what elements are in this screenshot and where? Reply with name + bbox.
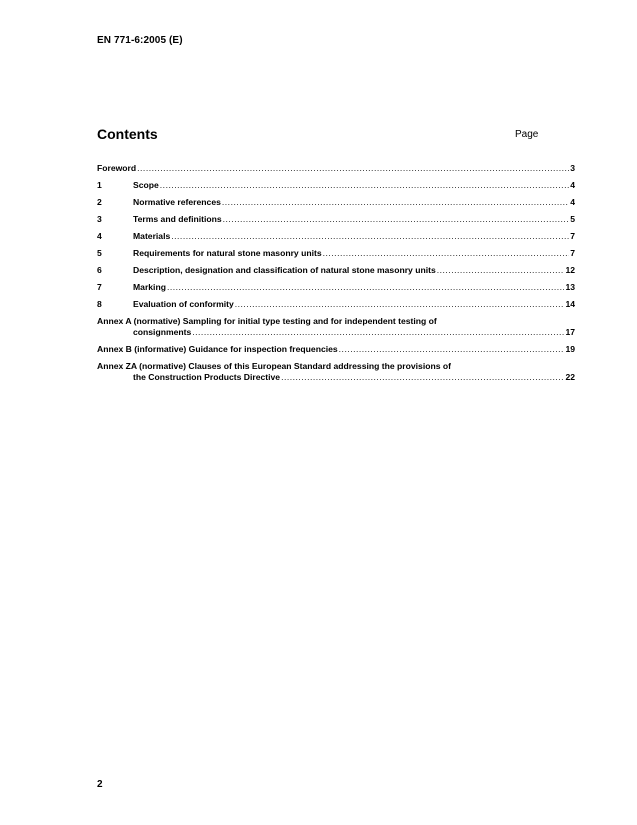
- page-column-label: Page: [515, 129, 539, 140]
- toc-entry-number: 5: [97, 248, 102, 258]
- toc-entry-evaluation-of-conformity[interactable]: [97, 299, 575, 310]
- toc-entry-page: 7: [570, 231, 575, 241]
- table-of-contents: [97, 163, 575, 389]
- toc-entry-text-continuation: the Construction Products Directive: [133, 372, 281, 382]
- toc-entry-description-designation[interactable]: [97, 265, 575, 276]
- dot-leader: [171, 231, 569, 242]
- toc-entry-text: Terms and definitions: [133, 214, 222, 224]
- toc-entry-materials[interactable]: [97, 231, 575, 242]
- toc-entry-marking[interactable]: [97, 282, 575, 293]
- toc-entry-number: 7: [97, 282, 102, 292]
- toc-entry-page: 13: [565, 282, 575, 292]
- dot-leader: [160, 180, 569, 191]
- toc-entry-text: Normative references: [133, 197, 221, 207]
- toc-entry-text: Evaluation of conformity: [133, 299, 234, 309]
- dot-leader: [223, 214, 570, 225]
- toc-entry-number: 4: [97, 231, 102, 241]
- dot-leader: [167, 282, 564, 293]
- toc-entry-page: 12: [565, 265, 575, 275]
- toc-entry-foreword[interactable]: [97, 163, 575, 174]
- toc-entry-annex-za[interactable]: [97, 361, 575, 383]
- toc-entry-text-continuation: consignments: [133, 327, 192, 337]
- toc-entry-page: 19: [565, 344, 575, 354]
- toc-entry-page: 17: [565, 327, 575, 337]
- dot-leader: [137, 163, 569, 174]
- dot-leader: [235, 299, 565, 310]
- dot-leader: [323, 248, 570, 259]
- page-number: 2: [97, 779, 103, 790]
- document-reference: EN 771-6:2005 (E): [97, 35, 183, 46]
- dot-leader: [222, 197, 569, 208]
- contents-title: Contents: [97, 126, 158, 142]
- dot-leader: [281, 372, 564, 383]
- toc-entry-page: 4: [570, 180, 575, 190]
- toc-entry-text: Description, designation and classification of natural stone masonry units: [133, 265, 436, 275]
- toc-entry-page: 5: [570, 214, 575, 224]
- toc-entry-page: 14: [565, 299, 575, 309]
- toc-entry-text: Annex B (informative) Guidance for inspection frequencies: [97, 344, 338, 354]
- dot-leader: [339, 344, 565, 355]
- toc-entry-page: 22: [565, 372, 575, 382]
- toc-entry-text: Annex A (normative) Sampling for initial type testing and for independent testing of: [97, 316, 437, 326]
- toc-entry-text: Scope: [133, 180, 159, 190]
- toc-entry-page: 7: [570, 248, 575, 258]
- toc-entry-page: 3: [570, 163, 575, 173]
- toc-entry-number: 8: [97, 299, 102, 309]
- toc-entry-normative-references[interactable]: [97, 197, 575, 208]
- toc-entry-text: Foreword: [97, 163, 137, 173]
- toc-entry-text: Requirements for natural stone masonry units: [133, 248, 322, 258]
- toc-entry-number: 1: [97, 180, 102, 190]
- dot-leader: [437, 265, 565, 276]
- toc-entry-text: Materials: [133, 231, 171, 241]
- toc-entry-terms-and-definitions[interactable]: [97, 214, 575, 225]
- dot-leader: [192, 327, 564, 338]
- toc-entry-text: Annex ZA (normative) Clauses of this European Standard addressing the provisions of: [97, 361, 451, 371]
- toc-entry-number: 2: [97, 197, 102, 207]
- toc-entry-scope[interactable]: [97, 180, 575, 191]
- toc-entry-requirements[interactable]: [97, 248, 575, 259]
- toc-entry-annex-a[interactable]: [97, 316, 575, 338]
- toc-entry-text: Marking: [133, 282, 166, 292]
- toc-entry-number: 3: [97, 214, 102, 224]
- toc-entry-page: 4: [570, 197, 575, 207]
- toc-entry-number: 6: [97, 265, 102, 275]
- toc-entry-annex-b[interactable]: [97, 344, 575, 355]
